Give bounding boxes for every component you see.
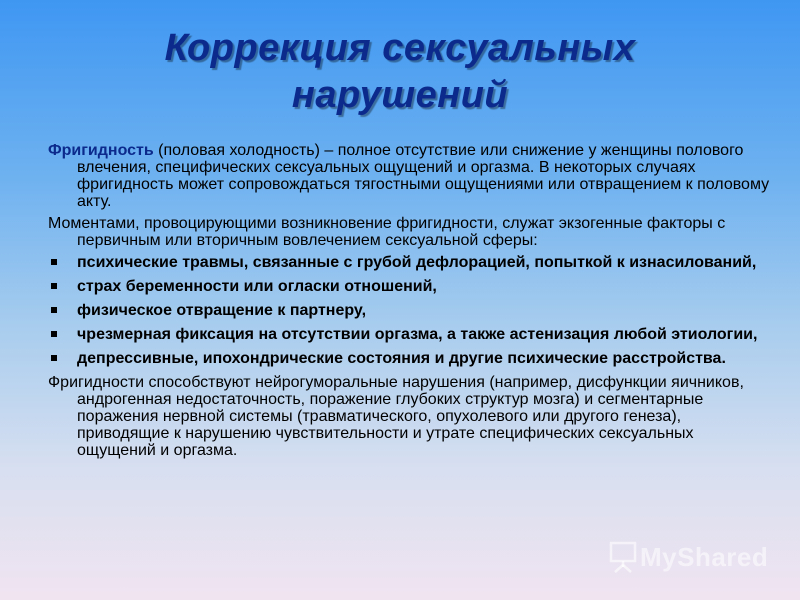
bullet-icon <box>51 283 57 289</box>
intro-text: (половая холодность) – полное отсутствие или снижение у женщины полового влечения, специфических сексуальных ощущений и оргазма. В некоторых случаях фригидность может сопровождаться тягостными ощущениями или отвращением к половому акту. <box>77 142 770 210</box>
list-item-text: психические травмы, связанные с грубой дефлорацией, попыткой к изнасилований, <box>77 254 757 271</box>
bullet-icon <box>51 259 57 265</box>
presentation-board-icon <box>608 541 638 573</box>
factors-paragraph: Моментами, провоцирующими возникновение фригидности, служат экзогенные факторы с первичным или вторичным вовлечением сексуальной сферы: <box>48 215 726 249</box>
bullet-icon <box>51 355 57 361</box>
bullet-icon <box>51 331 57 337</box>
title-line-1: Коррекция сексуальных <box>164 27 636 69</box>
list-item-text: страх беременности или огласки отношений, <box>77 278 437 295</box>
list-item-text: депрессивные, ипохондрические состояния и другие психические расстройства. <box>77 350 726 367</box>
intro-paragraph <box>48 142 770 210</box>
list-item <box>48 326 770 343</box>
title-line-2: нарушений <box>291 74 509 116</box>
bullet-icon <box>51 307 57 313</box>
factors-list <box>48 254 770 367</box>
list-item-text: чрезмерная фиксация на отсутствии оргазма, а также астенизация любой этиологии, <box>77 326 758 343</box>
term-frigidity: Фригидность <box>48 142 154 159</box>
list-item <box>48 254 770 271</box>
slide-title <box>0 25 800 119</box>
watermark-text: MyShared <box>640 541 769 572</box>
list-item <box>48 350 770 367</box>
list-item <box>48 302 770 319</box>
slide-body <box>48 142 770 464</box>
list-item <box>48 278 770 295</box>
closing-paragraph: Фригидности способствуют нейрогуморальные нарушения (например, дисфункции яичников, андрогенная недостаточность, поражение глубоких структур мозга) и сегментарные поражения нервной системы (травматического, опухолевого или другого генеза), приводящие к нарушению чувствительности и утрате специфических сексуальных ощущений и оргазма. <box>48 374 744 459</box>
list-item-text: физическое отвращение к партнеру, <box>77 302 367 319</box>
watermark <box>608 540 768 574</box>
